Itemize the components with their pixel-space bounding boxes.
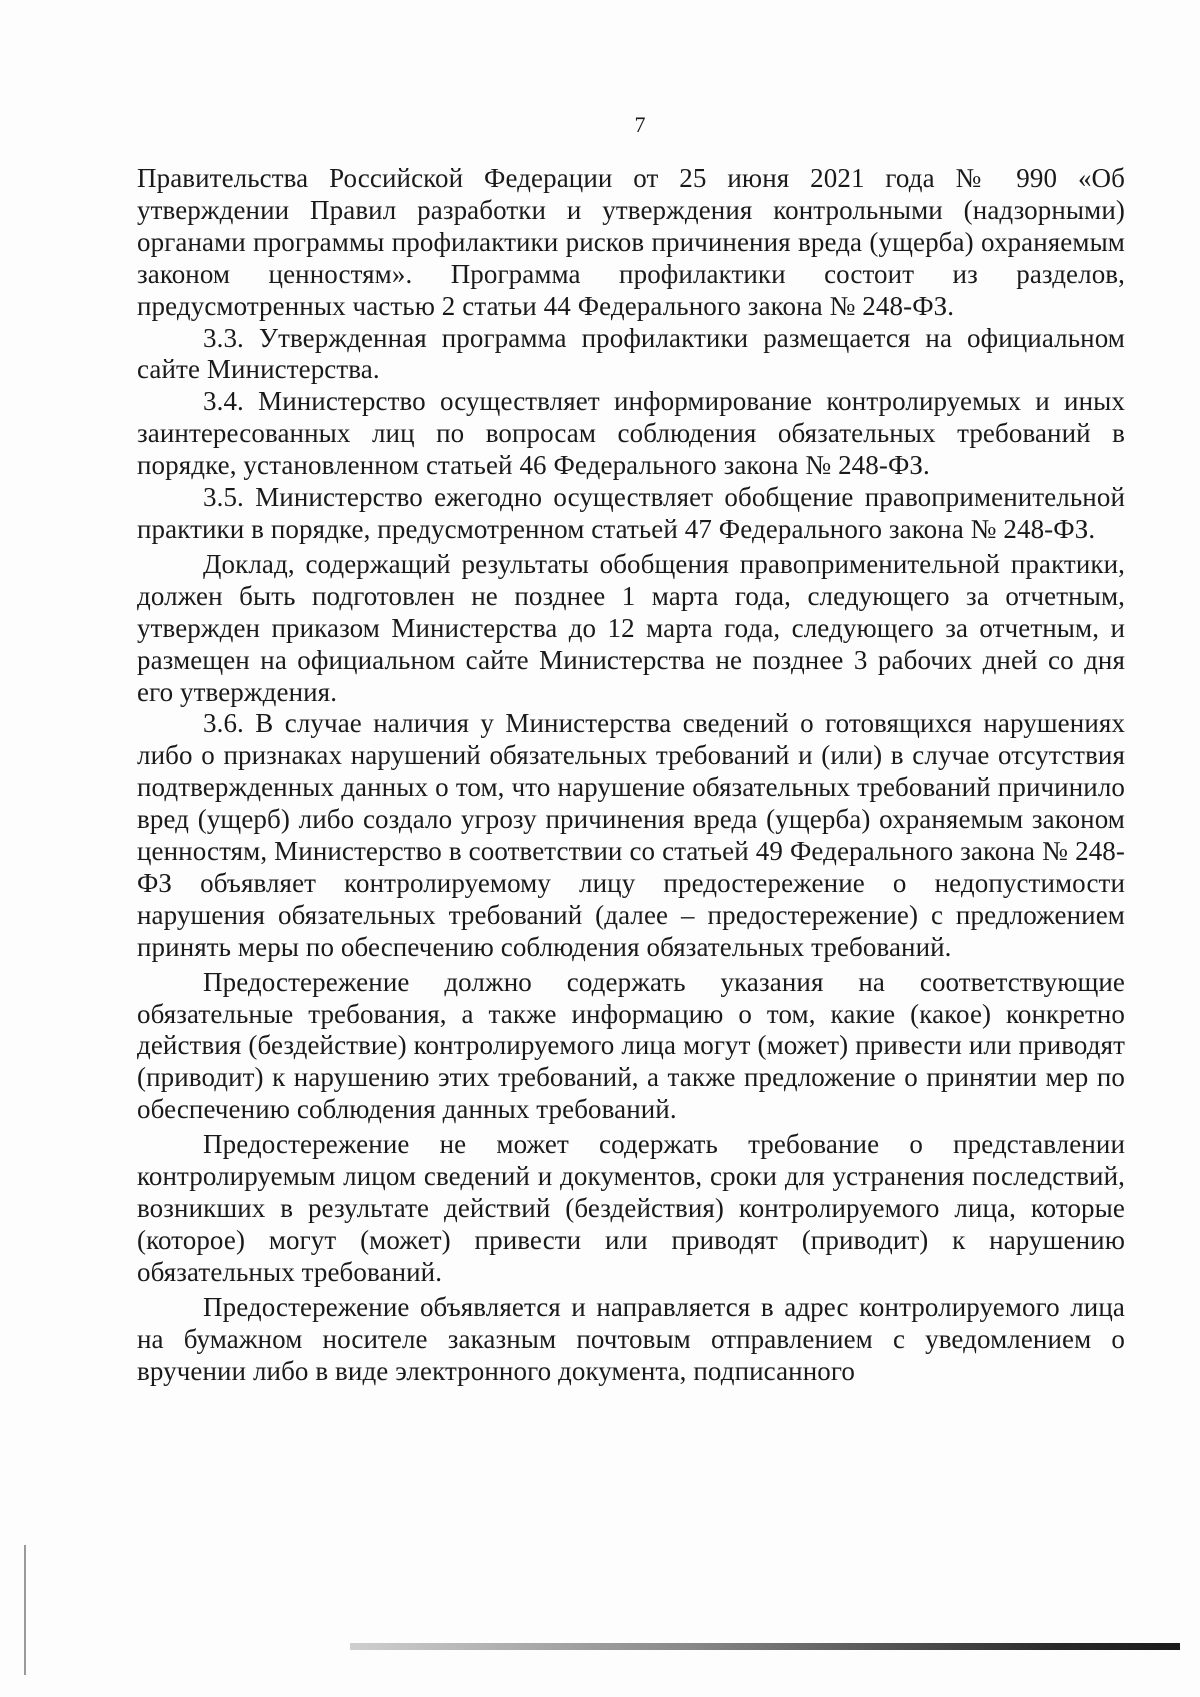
paragraph-warning-content: Предостережение должно содержать указания на соответствующие обязательные требования, а также информацию о том, какие (какое) конкретно действия (бездействие) контролируемого лица могут (может) привести или приводят (приводит) к нарушению этих требований, а также предложение о принятии мер по обеспечению соблюдения данных требований. (137, 966, 1125, 1125)
scan-edge-bar (350, 1643, 1180, 1650)
paragraph-3-3: 3.3. Утвержденная программа профилактики размещается на официальном сайте Министерства. (137, 322, 1125, 385)
page-number: 7 (634, 112, 646, 137)
paragraph-warning-restrictions: Предостережение не может содержать требование о представлении контролируемым лицом сведений и документов, сроки для устранения последствий, возникших в результате действий (бездействия) контролируемого лица, которые (которое) могут (может) привести или приводят (приводит) к нарушению обязательных требований. (137, 1129, 1125, 1287)
paragraph-continuation: Правительства Российской Федерации от 25 июня 2021 года № 990 «Об утверждении Правил разработки и утверждения контрольными (надзорными) органами программы профилактики рисков причинения вреда (ущерба) охраняемым законом ценностям». Программа профилактики состоит из разделов, предусмотренных частью 2 статьи 44 Федерального закона № 248-ФЗ. (137, 163, 1125, 321)
document-body (137, 163, 1125, 1387)
paragraph-3-6: 3.6. В случае наличия у Министерства сведений о готовящихся нарушениях либо о признаках нарушений обязательных требований и (или) в случае отсутствия подтвержденных данных о том, что нарушение обязательных требований причинило вред (ущерб) либо создало угрозу причинения вреда (ущерба) охраняемым законом ценностям, Министерство в соответствии со статьей 49 Федерального закона № 248-ФЗ объявляет контролируемому лицу предостережение о недопустимости нарушения обязательных требований (далее – предостережение) с предложением принять меры по обеспечению соблюдения обязательных требований. (137, 708, 1125, 962)
paragraph-report: Доклад, содержащий результаты обобщения правоприменительной практики, должен быть подготовлен не позднее 1 марта года, следующего за отчетным, утвержден приказом Министерства до 12 марта года, следующего за отчетным, и размещен на официальном сайте Министерства не позднее 3 рабочих дней со дня его утверждения. (137, 548, 1125, 707)
paragraph-warning-delivery: Предостережение объявляется и направляется в адрес контролируемого лица на бумажном носителе заказным почтовым отправлением с уведомлением о вручении либо в виде электронного документа, подписанного (137, 1291, 1125, 1386)
paragraph-3-4: 3.4. Министерство осуществляет информирование контролируемых и иных заинтересованных лиц по вопросам соблюдения обязательных требований в порядке, установленном статьей 46 Федерального закона № 248-ФЗ. (137, 386, 1125, 481)
scan-margin-line (24, 1545, 26, 1675)
paragraph-3-5: 3.5. Министерство ежегодно осуществляет обобщение правоприменительной практики в порядке, предусмотренном статьей 47 Федерального закона № 248-ФЗ. (137, 482, 1125, 544)
